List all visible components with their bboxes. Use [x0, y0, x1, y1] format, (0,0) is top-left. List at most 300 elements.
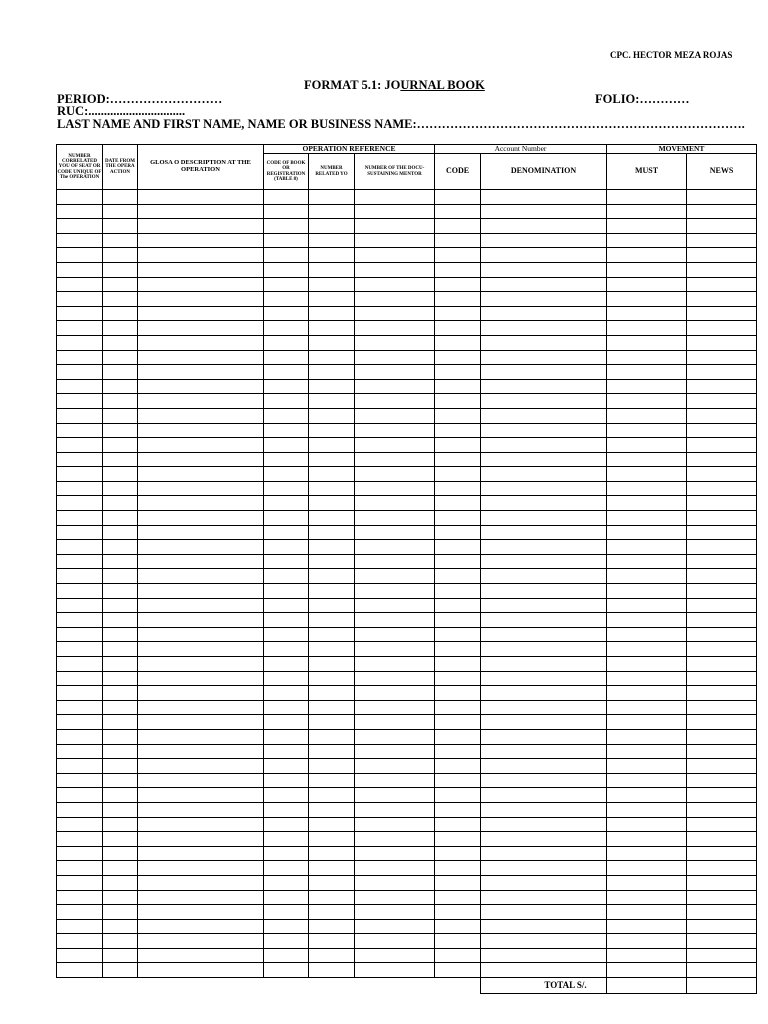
table-cell[interactable] — [264, 190, 309, 205]
table-cell[interactable] — [264, 861, 309, 876]
table-cell[interactable] — [103, 525, 138, 540]
table-cell[interactable] — [355, 233, 435, 248]
table-cell[interactable] — [57, 613, 103, 628]
table-cell[interactable] — [264, 540, 309, 555]
table-cell[interactable] — [687, 598, 757, 613]
table-cell[interactable] — [138, 233, 264, 248]
table-cell[interactable] — [264, 423, 309, 438]
table-cell[interactable] — [607, 540, 687, 555]
table-cell[interactable] — [103, 481, 138, 496]
table-cell[interactable] — [103, 423, 138, 438]
table-cell[interactable] — [607, 832, 687, 847]
table-cell[interactable] — [103, 248, 138, 263]
table-cell[interactable] — [607, 890, 687, 905]
table-cell[interactable] — [138, 219, 264, 234]
table-cell[interactable] — [687, 657, 757, 672]
table-cell[interactable] — [309, 335, 355, 350]
table-cell[interactable] — [481, 905, 607, 920]
table-cell[interactable] — [309, 467, 355, 482]
table-cell[interactable] — [103, 540, 138, 555]
table-cell[interactable] — [687, 905, 757, 920]
table-cell[interactable] — [481, 832, 607, 847]
table-cell[interactable] — [355, 642, 435, 657]
table-cell[interactable] — [607, 408, 687, 423]
table-cell[interactable] — [57, 277, 103, 292]
table-cell[interactable] — [264, 481, 309, 496]
table-cell[interactable] — [435, 233, 481, 248]
table-cell[interactable] — [138, 802, 264, 817]
table-cell[interactable] — [57, 350, 103, 365]
table-cell[interactable] — [607, 452, 687, 467]
table-cell[interactable] — [435, 934, 481, 949]
table-cell[interactable] — [355, 467, 435, 482]
table-cell[interactable] — [309, 438, 355, 453]
table-cell[interactable] — [481, 788, 607, 803]
table-cell[interactable] — [355, 598, 435, 613]
table-cell[interactable] — [687, 642, 757, 657]
table-cell[interactable] — [687, 262, 757, 277]
table-cell[interactable] — [309, 832, 355, 847]
table-cell[interactable] — [57, 817, 103, 832]
table-cell[interactable] — [355, 934, 435, 949]
table-cell[interactable] — [309, 190, 355, 205]
table-cell[interactable] — [264, 365, 309, 380]
table-cell[interactable] — [607, 875, 687, 890]
table-cell[interactable] — [103, 802, 138, 817]
table-cell[interactable] — [264, 657, 309, 672]
table-cell[interactable] — [103, 773, 138, 788]
table-cell[interactable] — [309, 657, 355, 672]
table-cell[interactable] — [481, 919, 607, 934]
table-cell[interactable] — [138, 744, 264, 759]
table-cell[interactable] — [481, 190, 607, 205]
table-cell[interactable] — [264, 233, 309, 248]
table-cell[interactable] — [57, 540, 103, 555]
table-cell[interactable] — [57, 496, 103, 511]
table-cell[interactable] — [435, 481, 481, 496]
table-cell[interactable] — [138, 948, 264, 963]
table-cell[interactable] — [57, 467, 103, 482]
table-cell[interactable] — [57, 861, 103, 876]
table-cell[interactable] — [687, 511, 757, 526]
table-cell[interactable] — [607, 525, 687, 540]
table-cell[interactable] — [687, 394, 757, 409]
table-cell[interactable] — [435, 627, 481, 642]
table-cell[interactable] — [103, 511, 138, 526]
table-cell[interactable] — [607, 321, 687, 336]
table-cell[interactable] — [607, 438, 687, 453]
table-cell[interactable] — [138, 700, 264, 715]
table-cell[interactable] — [309, 773, 355, 788]
table-cell[interactable] — [481, 642, 607, 657]
table-cell[interactable] — [138, 715, 264, 730]
table-cell[interactable] — [687, 788, 757, 803]
table-cell[interactable] — [481, 408, 607, 423]
table-cell[interactable] — [309, 686, 355, 701]
table-cell[interactable] — [309, 642, 355, 657]
table-cell[interactable] — [435, 248, 481, 263]
table-cell[interactable] — [309, 306, 355, 321]
table-cell[interactable] — [355, 262, 435, 277]
table-cell[interactable] — [57, 219, 103, 234]
table-cell[interactable] — [687, 277, 757, 292]
table-cell[interactable] — [264, 248, 309, 263]
table-cell[interactable] — [435, 715, 481, 730]
table-cell[interactable] — [57, 292, 103, 307]
table-cell[interactable] — [687, 671, 757, 686]
table-cell[interactable] — [57, 890, 103, 905]
table-cell[interactable] — [57, 686, 103, 701]
table-cell[interactable] — [435, 394, 481, 409]
table-cell[interactable] — [607, 262, 687, 277]
table-cell[interactable] — [435, 292, 481, 307]
table-cell[interactable] — [481, 890, 607, 905]
table-cell[interactable] — [138, 686, 264, 701]
table-cell[interactable] — [309, 963, 355, 978]
table-cell[interactable] — [264, 948, 309, 963]
table-cell[interactable] — [138, 773, 264, 788]
table-cell[interactable] — [481, 365, 607, 380]
table-cell[interactable] — [687, 627, 757, 642]
table-cell[interactable] — [687, 365, 757, 380]
table-cell[interactable] — [57, 729, 103, 744]
table-cell[interactable] — [435, 773, 481, 788]
table-cell[interactable] — [355, 292, 435, 307]
table-cell[interactable] — [103, 759, 138, 774]
table-cell[interactable] — [138, 204, 264, 219]
table-cell[interactable] — [138, 350, 264, 365]
table-cell[interactable] — [264, 394, 309, 409]
table-cell[interactable] — [103, 438, 138, 453]
table-cell[interactable] — [355, 438, 435, 453]
table-cell[interactable] — [309, 248, 355, 263]
table-cell[interactable] — [435, 788, 481, 803]
table-cell[interactable] — [264, 452, 309, 467]
table-cell[interactable] — [481, 875, 607, 890]
table-cell[interactable] — [607, 817, 687, 832]
table-cell[interactable] — [687, 496, 757, 511]
table-cell[interactable] — [435, 262, 481, 277]
table-cell[interactable] — [607, 467, 687, 482]
table-cell[interactable] — [309, 890, 355, 905]
table-cell[interactable] — [138, 963, 264, 978]
table-cell[interactable] — [355, 248, 435, 263]
table-cell[interactable] — [355, 817, 435, 832]
table-cell[interactable] — [687, 919, 757, 934]
table-cell[interactable] — [687, 817, 757, 832]
table-cell[interactable] — [138, 554, 264, 569]
table-cell[interactable] — [355, 832, 435, 847]
table-cell[interactable] — [309, 540, 355, 555]
table-cell[interactable] — [309, 919, 355, 934]
table-cell[interactable] — [687, 584, 757, 599]
table-cell[interactable] — [138, 817, 264, 832]
table-cell[interactable] — [481, 321, 607, 336]
table-cell[interactable] — [607, 846, 687, 861]
table-cell[interactable] — [607, 934, 687, 949]
table-cell[interactable] — [435, 365, 481, 380]
table-cell[interactable] — [435, 613, 481, 628]
table-cell[interactable] — [264, 204, 309, 219]
table-cell[interactable] — [309, 948, 355, 963]
table-cell[interactable] — [607, 219, 687, 234]
table-cell[interactable] — [687, 759, 757, 774]
table-cell[interactable] — [607, 379, 687, 394]
table-cell[interactable] — [103, 817, 138, 832]
table-cell[interactable] — [264, 700, 309, 715]
table-cell[interactable] — [264, 511, 309, 526]
table-cell[interactable] — [264, 846, 309, 861]
table-cell[interactable] — [138, 408, 264, 423]
table-cell[interactable] — [355, 321, 435, 336]
table-cell[interactable] — [103, 219, 138, 234]
table-cell[interactable] — [57, 248, 103, 263]
table-cell[interactable] — [309, 350, 355, 365]
table-cell[interactable] — [355, 423, 435, 438]
table-cell[interactable] — [481, 744, 607, 759]
table-cell[interactable] — [264, 467, 309, 482]
table-cell[interactable] — [687, 190, 757, 205]
table-cell[interactable] — [309, 817, 355, 832]
table-cell[interactable] — [57, 671, 103, 686]
table-cell[interactable] — [355, 744, 435, 759]
table-cell[interactable] — [57, 627, 103, 642]
table-cell[interactable] — [264, 963, 309, 978]
table-cell[interactable] — [264, 788, 309, 803]
table-cell[interactable] — [138, 657, 264, 672]
table-cell[interactable] — [138, 394, 264, 409]
table-cell[interactable] — [355, 540, 435, 555]
table-cell[interactable] — [138, 875, 264, 890]
table-cell[interactable] — [309, 759, 355, 774]
table-cell[interactable] — [687, 248, 757, 263]
table-cell[interactable] — [481, 467, 607, 482]
table-cell[interactable] — [57, 700, 103, 715]
table-cell[interactable] — [435, 569, 481, 584]
table-cell[interactable] — [687, 292, 757, 307]
table-cell[interactable] — [309, 788, 355, 803]
table-cell[interactable] — [607, 365, 687, 380]
table-cell[interactable] — [138, 671, 264, 686]
table-cell[interactable] — [264, 525, 309, 540]
table-cell[interactable] — [264, 875, 309, 890]
table-cell[interactable] — [687, 715, 757, 730]
table-cell[interactable] — [57, 554, 103, 569]
table-cell[interactable] — [138, 598, 264, 613]
table-cell[interactable] — [309, 233, 355, 248]
table-cell[interactable] — [435, 204, 481, 219]
table-cell[interactable] — [355, 190, 435, 205]
table-cell[interactable] — [435, 817, 481, 832]
table-cell[interactable] — [309, 511, 355, 526]
table-cell[interactable] — [355, 365, 435, 380]
table-cell[interactable] — [138, 569, 264, 584]
table-cell[interactable] — [607, 759, 687, 774]
table-cell[interactable] — [57, 598, 103, 613]
table-cell[interactable] — [138, 248, 264, 263]
table-cell[interactable] — [57, 934, 103, 949]
table-cell[interactable] — [481, 934, 607, 949]
table-cell[interactable] — [57, 963, 103, 978]
table-cell[interactable] — [355, 408, 435, 423]
table-cell[interactable] — [687, 875, 757, 890]
table-cell[interactable] — [481, 438, 607, 453]
table-cell[interactable] — [607, 861, 687, 876]
table-cell[interactable] — [103, 306, 138, 321]
table-cell[interactable] — [435, 408, 481, 423]
table-cell[interactable] — [57, 744, 103, 759]
table-cell[interactable] — [481, 262, 607, 277]
table-cell[interactable] — [355, 773, 435, 788]
table-cell[interactable] — [355, 890, 435, 905]
table-cell[interactable] — [607, 496, 687, 511]
table-cell[interactable] — [435, 802, 481, 817]
table-cell[interactable] — [57, 773, 103, 788]
table-cell[interactable] — [264, 569, 309, 584]
table-cell[interactable] — [309, 262, 355, 277]
table-cell[interactable] — [309, 321, 355, 336]
table-cell[interactable] — [103, 277, 138, 292]
table-cell[interactable] — [435, 875, 481, 890]
table-cell[interactable] — [309, 365, 355, 380]
table-cell[interactable] — [481, 540, 607, 555]
table-cell[interactable] — [435, 452, 481, 467]
table-cell[interactable] — [57, 306, 103, 321]
table-cell[interactable] — [264, 832, 309, 847]
table-cell[interactable] — [481, 715, 607, 730]
table-cell[interactable] — [264, 335, 309, 350]
table-cell[interactable] — [687, 861, 757, 876]
table-cell[interactable] — [481, 496, 607, 511]
table-cell[interactable] — [355, 452, 435, 467]
table-cell[interactable] — [103, 350, 138, 365]
table-cell[interactable] — [103, 729, 138, 744]
table-cell[interactable] — [57, 875, 103, 890]
table-cell[interactable] — [57, 832, 103, 847]
table-cell[interactable] — [687, 744, 757, 759]
table-cell[interactable] — [57, 948, 103, 963]
table-cell[interactable] — [309, 423, 355, 438]
table-cell[interactable] — [687, 729, 757, 744]
table-cell[interactable] — [607, 744, 687, 759]
table-cell[interactable] — [264, 598, 309, 613]
table-cell[interactable] — [355, 657, 435, 672]
table-cell[interactable] — [435, 744, 481, 759]
table-cell[interactable] — [607, 598, 687, 613]
table-cell[interactable] — [309, 277, 355, 292]
table-cell[interactable] — [309, 875, 355, 890]
table-cell[interactable] — [103, 613, 138, 628]
table-cell[interactable] — [607, 394, 687, 409]
table-cell[interactable] — [57, 321, 103, 336]
table-cell[interactable] — [103, 861, 138, 876]
table-cell[interactable] — [309, 715, 355, 730]
table-cell[interactable] — [138, 642, 264, 657]
table-cell[interactable] — [57, 423, 103, 438]
table-cell[interactable] — [435, 219, 481, 234]
table-cell[interactable] — [57, 511, 103, 526]
table-cell[interactable] — [607, 729, 687, 744]
table-cell[interactable] — [687, 700, 757, 715]
table-cell[interactable] — [138, 584, 264, 599]
table-cell[interactable] — [309, 408, 355, 423]
table-cell[interactable] — [607, 642, 687, 657]
table-cell[interactable] — [138, 467, 264, 482]
table-cell[interactable] — [481, 657, 607, 672]
table-cell[interactable] — [103, 832, 138, 847]
table-cell[interactable] — [481, 394, 607, 409]
table-cell[interactable] — [264, 744, 309, 759]
table-cell[interactable] — [355, 511, 435, 526]
table-cell[interactable] — [57, 379, 103, 394]
table-cell[interactable] — [138, 292, 264, 307]
table-cell[interactable] — [607, 657, 687, 672]
table-cell[interactable] — [264, 321, 309, 336]
table-cell[interactable] — [355, 905, 435, 920]
table-cell[interactable] — [57, 408, 103, 423]
table-cell[interactable] — [264, 671, 309, 686]
table-cell[interactable] — [103, 584, 138, 599]
table-cell[interactable] — [264, 715, 309, 730]
table-cell[interactable] — [309, 292, 355, 307]
table-cell[interactable] — [264, 306, 309, 321]
table-cell[interactable] — [481, 481, 607, 496]
table-cell[interactable] — [687, 948, 757, 963]
table-cell[interactable] — [481, 569, 607, 584]
table-cell[interactable] — [355, 584, 435, 599]
table-cell[interactable] — [57, 525, 103, 540]
table-cell[interactable] — [355, 788, 435, 803]
table-cell[interactable] — [57, 394, 103, 409]
table-cell[interactable] — [138, 846, 264, 861]
table-cell[interactable] — [435, 584, 481, 599]
table-cell[interactable] — [435, 335, 481, 350]
table-cell[interactable] — [435, 467, 481, 482]
table-cell[interactable] — [57, 642, 103, 657]
table-cell[interactable] — [687, 306, 757, 321]
table-cell[interactable] — [687, 802, 757, 817]
table-cell[interactable] — [57, 919, 103, 934]
table-cell[interactable] — [138, 452, 264, 467]
table-cell[interactable] — [103, 262, 138, 277]
table-cell[interactable] — [481, 379, 607, 394]
table-cell[interactable] — [355, 204, 435, 219]
table-cell[interactable] — [607, 350, 687, 365]
table-cell[interactable] — [355, 554, 435, 569]
table-cell[interactable] — [481, 452, 607, 467]
table-cell[interactable] — [687, 890, 757, 905]
table-cell[interactable] — [309, 496, 355, 511]
table-cell[interactable] — [607, 481, 687, 496]
table-cell[interactable] — [687, 467, 757, 482]
table-cell[interactable] — [138, 540, 264, 555]
table-cell[interactable] — [309, 569, 355, 584]
table-cell[interactable] — [607, 963, 687, 978]
table-cell[interactable] — [138, 379, 264, 394]
table-cell[interactable] — [57, 204, 103, 219]
table-cell[interactable] — [309, 905, 355, 920]
table-cell[interactable] — [103, 948, 138, 963]
table-cell[interactable] — [264, 642, 309, 657]
table-cell[interactable] — [355, 481, 435, 496]
table-cell[interactable] — [435, 511, 481, 526]
table-cell[interactable] — [687, 379, 757, 394]
table-cell[interactable] — [309, 481, 355, 496]
table-cell[interactable] — [138, 277, 264, 292]
table-cell[interactable] — [435, 190, 481, 205]
table-cell[interactable] — [687, 350, 757, 365]
table-cell[interactable] — [355, 963, 435, 978]
